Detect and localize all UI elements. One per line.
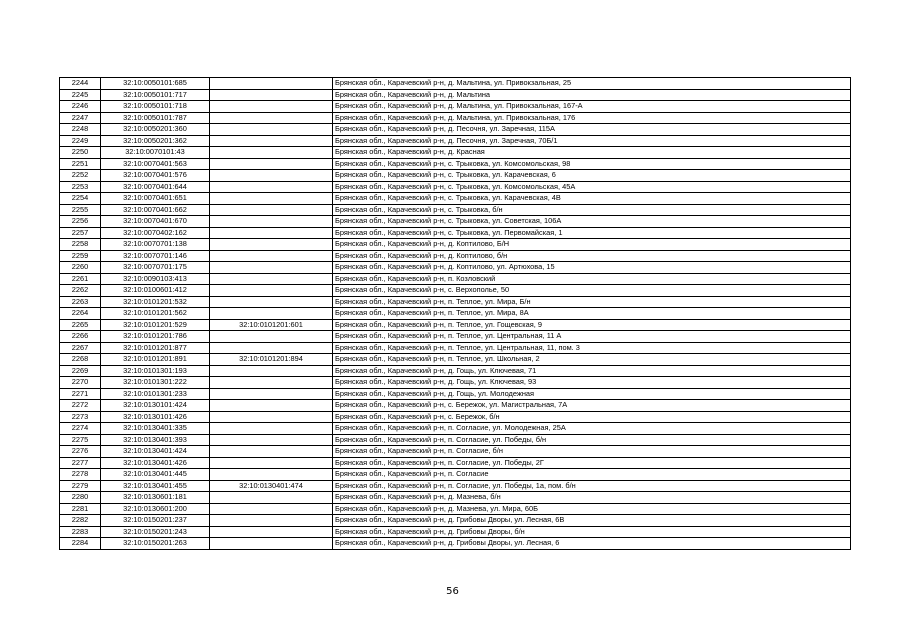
row-number-cell: 2251: [60, 158, 101, 170]
table-row: [60, 503, 851, 515]
address-cell: Брянская обл., Карачевский р-н, п. Козловский: [333, 273, 851, 285]
table-row: [60, 342, 851, 354]
table-row: [60, 388, 851, 400]
cadastral-number-cell: 32:10:0130401:445: [101, 469, 210, 481]
table-row: [60, 216, 851, 228]
cadastral-number-cell: 32:10:0101201:532: [101, 296, 210, 308]
cadastral-number-cell: 32:10:0101301:233: [101, 388, 210, 400]
table-row: [60, 377, 851, 389]
table-row: [60, 526, 851, 538]
linked-cadastral-number-cell: [210, 331, 333, 343]
table-row: [60, 480, 851, 492]
address-cell: Брянская обл., Карачевский р-н, д. Мальтина: [333, 89, 851, 101]
address-cell: Брянская обл., Карачевский р-н, с. Трыковка, ул. Комсомольская, 45А: [333, 181, 851, 193]
linked-cadastral-number-cell: [210, 78, 333, 90]
address-cell: Брянская обл., Карачевский р-н, п. Согласие, б/н: [333, 446, 851, 458]
cadastral-number-cell: 32:10:0050201:360: [101, 124, 210, 136]
table-row: [60, 400, 851, 412]
table-row: [60, 227, 851, 239]
linked-cadastral-number-cell: [210, 457, 333, 469]
linked-cadastral-number-cell: [210, 250, 333, 262]
table-row: [60, 112, 851, 124]
address-cell: Брянская обл., Карачевский р-н, п. Теплое, ул. Мира, 8А: [333, 308, 851, 320]
cadastral-number-cell: 32:10:0100601:412: [101, 285, 210, 297]
cadastral-number-cell: 32:10:0101301:193: [101, 365, 210, 377]
cadastral-number-cell: 32:10:0050101:787: [101, 112, 210, 124]
linked-cadastral-number-cell: [210, 423, 333, 435]
linked-cadastral-number-cell: [210, 273, 333, 285]
address-cell: Брянская обл., Карачевский р-н, с. Трыковка, ул. Комсомольская, 98: [333, 158, 851, 170]
row-number-cell: 2269: [60, 365, 101, 377]
address-cell: Брянская обл., Карачевский р-н, п. Согласие, ул. Молодежная, 25А: [333, 423, 851, 435]
row-number-cell: 2271: [60, 388, 101, 400]
row-number-cell: 2246: [60, 101, 101, 113]
row-number-cell: 2255: [60, 204, 101, 216]
row-number-cell: 2257: [60, 227, 101, 239]
page-number: 56: [446, 586, 459, 597]
address-cell: Брянская обл., Карачевский р-н, д. Мазнева, ул. Мира, 60Б: [333, 503, 851, 515]
table-row: [60, 308, 851, 320]
cadastral-number-cell: 32:10:0130601:181: [101, 492, 210, 504]
table-row: [60, 446, 851, 458]
address-cell: Брянская обл., Карачевский р-н, с. Трыковка, ул. Карачевская, 4В: [333, 193, 851, 205]
cadastral-number-cell: 32:10:0101201:786: [101, 331, 210, 343]
cadastral-number-cell: 32:10:0050101:685: [101, 78, 210, 90]
linked-cadastral-number-cell: [210, 503, 333, 515]
cadastral-number-cell: 32:10:0150201:243: [101, 526, 210, 538]
cadastral-number-cell: 32:10:0070101:43: [101, 147, 210, 159]
address-cell: Брянская обл., Карачевский р-н, п. Теплое, ул. Школьная, 2: [333, 354, 851, 366]
row-number-cell: 2272: [60, 400, 101, 412]
linked-cadastral-number-cell: [210, 400, 333, 412]
table-row: [60, 423, 851, 435]
address-cell: Брянская обл., Карачевский р-н, д. Красная: [333, 147, 851, 159]
table-row: [60, 101, 851, 113]
address-cell: Брянская обл., Карачевский р-н, д. Мальтина, ул. Привокзальная, 167-А: [333, 101, 851, 113]
address-cell: Брянская обл., Карачевский р-н, д. Грибовы Дворы, ул. Лесная, 6: [333, 538, 851, 550]
table-row: [60, 365, 851, 377]
linked-cadastral-number-cell: [210, 446, 333, 458]
row-number-cell: 2265: [60, 319, 101, 331]
address-cell: Брянская обл., Карачевский р-н, д. Песочня, ул. Заречная, 70Б/1: [333, 135, 851, 147]
linked-cadastral-number-cell: 32:10:0101201:601: [210, 319, 333, 331]
cadastral-number-cell: 32:10:0150201:263: [101, 538, 210, 550]
row-number-cell: 2278: [60, 469, 101, 481]
cadastral-number-cell: 32:10:0130401:455: [101, 480, 210, 492]
address-cell: Брянская обл., Карачевский р-н, п. Согласие, ул. Победы, 2Г: [333, 457, 851, 469]
linked-cadastral-number-cell: [210, 342, 333, 354]
cadastral-number-cell: 32:10:0050201:362: [101, 135, 210, 147]
address-cell: Брянская обл., Карачевский р-н, п. Теплое, ул. Центральная, 11 А: [333, 331, 851, 343]
linked-cadastral-number-cell: [210, 296, 333, 308]
row-number-cell: 2279: [60, 480, 101, 492]
row-number-cell: 2247: [60, 112, 101, 124]
linked-cadastral-number-cell: [210, 308, 333, 320]
linked-cadastral-number-cell: [210, 204, 333, 216]
row-number-cell: 2268: [60, 354, 101, 366]
address-cell: Брянская обл., Карачевский р-н, с. Бережок, ул. Магистральная, 7А: [333, 400, 851, 412]
cadastral-number-cell: 32:10:0130101:426: [101, 411, 210, 423]
table-row: [60, 469, 851, 481]
cadastral-number-cell: 32:10:0070401:576: [101, 170, 210, 182]
row-number-cell: 2253: [60, 181, 101, 193]
linked-cadastral-number-cell: [210, 411, 333, 423]
table-row: [60, 78, 851, 90]
linked-cadastral-number-cell: [210, 434, 333, 446]
linked-cadastral-number-cell: [210, 377, 333, 389]
cadastral-number-cell: 32:10:0070401:563: [101, 158, 210, 170]
row-number-cell: 2284: [60, 538, 101, 550]
address-cell: Брянская обл., Карачевский р-н, д. Мальтина, ул. Привокзальная, 25: [333, 78, 851, 90]
address-cell: Брянская обл., Карачевский р-н, п. Согласие, ул. Победы, 1а, пом. б/н: [333, 480, 851, 492]
row-number-cell: 2262: [60, 285, 101, 297]
table-row: [60, 515, 851, 527]
table-row: [60, 411, 851, 423]
table-row: [60, 158, 851, 170]
row-number-cell: 2258: [60, 239, 101, 251]
cadastral-number-cell: 32:10:0130401:393: [101, 434, 210, 446]
row-number-cell: 2280: [60, 492, 101, 504]
cadastral-number-cell: 32:10:0070401:651: [101, 193, 210, 205]
address-cell: Брянская обл., Карачевский р-н, д. Коптилово, Б/Н: [333, 239, 851, 251]
linked-cadastral-number-cell: [210, 538, 333, 550]
table-row: [60, 250, 851, 262]
address-cell: Брянская обл., Карачевский р-н, д. Мальтина, ул. Привокзальная, 176: [333, 112, 851, 124]
row-number-cell: 2276: [60, 446, 101, 458]
cadastral-number-cell: 32:10:0150201:237: [101, 515, 210, 527]
table-row: [60, 147, 851, 159]
table-row: [60, 457, 851, 469]
linked-cadastral-number-cell: [210, 135, 333, 147]
address-cell: Брянская обл., Карачевский р-н, д. Мазнева, б/н: [333, 492, 851, 504]
row-number-cell: 2267: [60, 342, 101, 354]
address-cell: Брянская обл., Карачевский р-н, д. Гощь, ул. Ключевая, 71: [333, 365, 851, 377]
address-cell: Брянская обл., Карачевский р-н, д. Грибовы Дворы, ул. Лесная, 6В: [333, 515, 851, 527]
row-number-cell: 2244: [60, 78, 101, 90]
row-number-cell: 2256: [60, 216, 101, 228]
row-number-cell: 2252: [60, 170, 101, 182]
table-row: [60, 89, 851, 101]
row-number-cell: 2245: [60, 89, 101, 101]
table-row: [60, 239, 851, 251]
row-number-cell: 2264: [60, 308, 101, 320]
cadastral-number-cell: 32:10:0070402:162: [101, 227, 210, 239]
row-number-cell: 2260: [60, 262, 101, 274]
address-cell: Брянская обл., Карачевский р-н, с. Трыковка, ул. Карачевская, 6: [333, 170, 851, 182]
linked-cadastral-number-cell: [210, 101, 333, 113]
row-number-cell: 2270: [60, 377, 101, 389]
address-cell: Брянская обл., Карачевский р-н, с. Трыковка, б/н: [333, 204, 851, 216]
address-cell: Брянская обл., Карачевский р-н, д. Коптилово, б/н: [333, 250, 851, 262]
cadastral-number-cell: 32:10:0130401:424: [101, 446, 210, 458]
address-cell: Брянская обл., Карачевский р-н, с. Трыковка, ул. Первомайская, 1: [333, 227, 851, 239]
address-cell: Брянская обл., Карачевский р-н, с. Бережок, б/н: [333, 411, 851, 423]
address-cell: Брянская обл., Карачевский р-н, д. Грибовы Дворы, б/н: [333, 526, 851, 538]
address-cell: Брянская обл., Карачевский р-н, д. Песочня, ул. Заречная, 115А: [333, 124, 851, 136]
table-row: [60, 296, 851, 308]
linked-cadastral-number-cell: [210, 147, 333, 159]
cadastral-number-cell: 32:10:0101301:222: [101, 377, 210, 389]
table-row: [60, 262, 851, 274]
linked-cadastral-number-cell: [210, 285, 333, 297]
linked-cadastral-number-cell: 32:10:0130401:474: [210, 480, 333, 492]
cadastral-number-cell: 32:10:0101201:891: [101, 354, 210, 366]
table-row: [60, 181, 851, 193]
row-number-cell: 2277: [60, 457, 101, 469]
table-row: [60, 135, 851, 147]
property-registry-table: [59, 77, 851, 550]
address-cell: Брянская обл., Карачевский р-н, п. Теплое, ул. Мира, Б/н: [333, 296, 851, 308]
table-row: [60, 204, 851, 216]
table-row: [60, 193, 851, 205]
linked-cadastral-number-cell: [210, 388, 333, 400]
address-cell: Брянская обл., Карачевский р-н, п. Теплое, ул. Центральная, 11, пом. 3: [333, 342, 851, 354]
linked-cadastral-number-cell: [210, 124, 333, 136]
table-row: [60, 434, 851, 446]
table-row: [60, 538, 851, 550]
linked-cadastral-number-cell: [210, 216, 333, 228]
table-row: [60, 331, 851, 343]
linked-cadastral-number-cell: [210, 515, 333, 527]
row-number-cell: 2263: [60, 296, 101, 308]
address-cell: Брянская обл., Карачевский р-н, п. Согласие: [333, 469, 851, 481]
table-row: [60, 492, 851, 504]
row-number-cell: 2281: [60, 503, 101, 515]
linked-cadastral-number-cell: 32:10:0101201:894: [210, 354, 333, 366]
cadastral-number-cell: 32:10:0070701:175: [101, 262, 210, 274]
address-cell: Брянская обл., Карачевский р-н, с. Трыковка, ул. Советская, 106А: [333, 216, 851, 228]
linked-cadastral-number-cell: [210, 181, 333, 193]
cadastral-number-cell: 32:10:0070701:146: [101, 250, 210, 262]
cadastral-number-cell: 32:10:0090103:413: [101, 273, 210, 285]
linked-cadastral-number-cell: [210, 365, 333, 377]
table-body: [60, 78, 851, 550]
table-row: [60, 124, 851, 136]
cadastral-number-cell: 32:10:0130401:426: [101, 457, 210, 469]
row-number-cell: 2275: [60, 434, 101, 446]
row-number-cell: 2266: [60, 331, 101, 343]
linked-cadastral-number-cell: [210, 227, 333, 239]
row-number-cell: 2259: [60, 250, 101, 262]
linked-cadastral-number-cell: [210, 262, 333, 274]
cadastral-number-cell: 32:10:0101201:529: [101, 319, 210, 331]
row-number-cell: 2274: [60, 423, 101, 435]
cadastral-number-cell: 32:10:0070701:138: [101, 239, 210, 251]
linked-cadastral-number-cell: [210, 112, 333, 124]
row-number-cell: 2273: [60, 411, 101, 423]
address-cell: Брянская обл., Карачевский р-н, с. Верхополье, 50: [333, 285, 851, 297]
table-row: [60, 273, 851, 285]
linked-cadastral-number-cell: [210, 469, 333, 481]
cadastral-number-cell: 32:10:0070401:662: [101, 204, 210, 216]
linked-cadastral-number-cell: [210, 239, 333, 251]
table-row: [60, 285, 851, 297]
address-cell: Брянская обл., Карачевский р-н, п. Согласие, ул. Победы, б/н: [333, 434, 851, 446]
cadastral-number-cell: 32:10:0070401:670: [101, 216, 210, 228]
cadastral-number-cell: 32:10:0050101:717: [101, 89, 210, 101]
table-row: [60, 354, 851, 366]
address-cell: Брянская обл., Карачевский р-н, д. Гощь, ул. Молодежная: [333, 388, 851, 400]
row-number-cell: 2250: [60, 147, 101, 159]
linked-cadastral-number-cell: [210, 193, 333, 205]
cadastral-number-cell: 32:10:0130101:424: [101, 400, 210, 412]
cadastral-number-cell: 32:10:0070401:644: [101, 181, 210, 193]
cadastral-number-cell: 32:10:0130401:335: [101, 423, 210, 435]
linked-cadastral-number-cell: [210, 492, 333, 504]
linked-cadastral-number-cell: [210, 170, 333, 182]
row-number-cell: 2283: [60, 526, 101, 538]
address-cell: Брянская обл., Карачевский р-н, д. Коптилово, ул. Артюхова, 15: [333, 262, 851, 274]
linked-cadastral-number-cell: [210, 158, 333, 170]
cadastral-number-cell: 32:10:0050101:718: [101, 101, 210, 113]
row-number-cell: 2248: [60, 124, 101, 136]
linked-cadastral-number-cell: [210, 526, 333, 538]
address-cell: Брянская обл., Карачевский р-н, д. Гощь, ул. Ключевая, 93: [333, 377, 851, 389]
table-row: [60, 319, 851, 331]
cadastral-number-cell: 32:10:0101201:877: [101, 342, 210, 354]
row-number-cell: 2261: [60, 273, 101, 285]
cadastral-number-cell: 32:10:0101201:562: [101, 308, 210, 320]
cadastral-number-cell: 32:10:0130601:200: [101, 503, 210, 515]
address-cell: Брянская обл., Карачевский р-н, п. Теплое, ул. Гощевская, 9: [333, 319, 851, 331]
table-row: [60, 170, 851, 182]
row-number-cell: 2249: [60, 135, 101, 147]
linked-cadastral-number-cell: [210, 89, 333, 101]
row-number-cell: 2282: [60, 515, 101, 527]
row-number-cell: 2254: [60, 193, 101, 205]
